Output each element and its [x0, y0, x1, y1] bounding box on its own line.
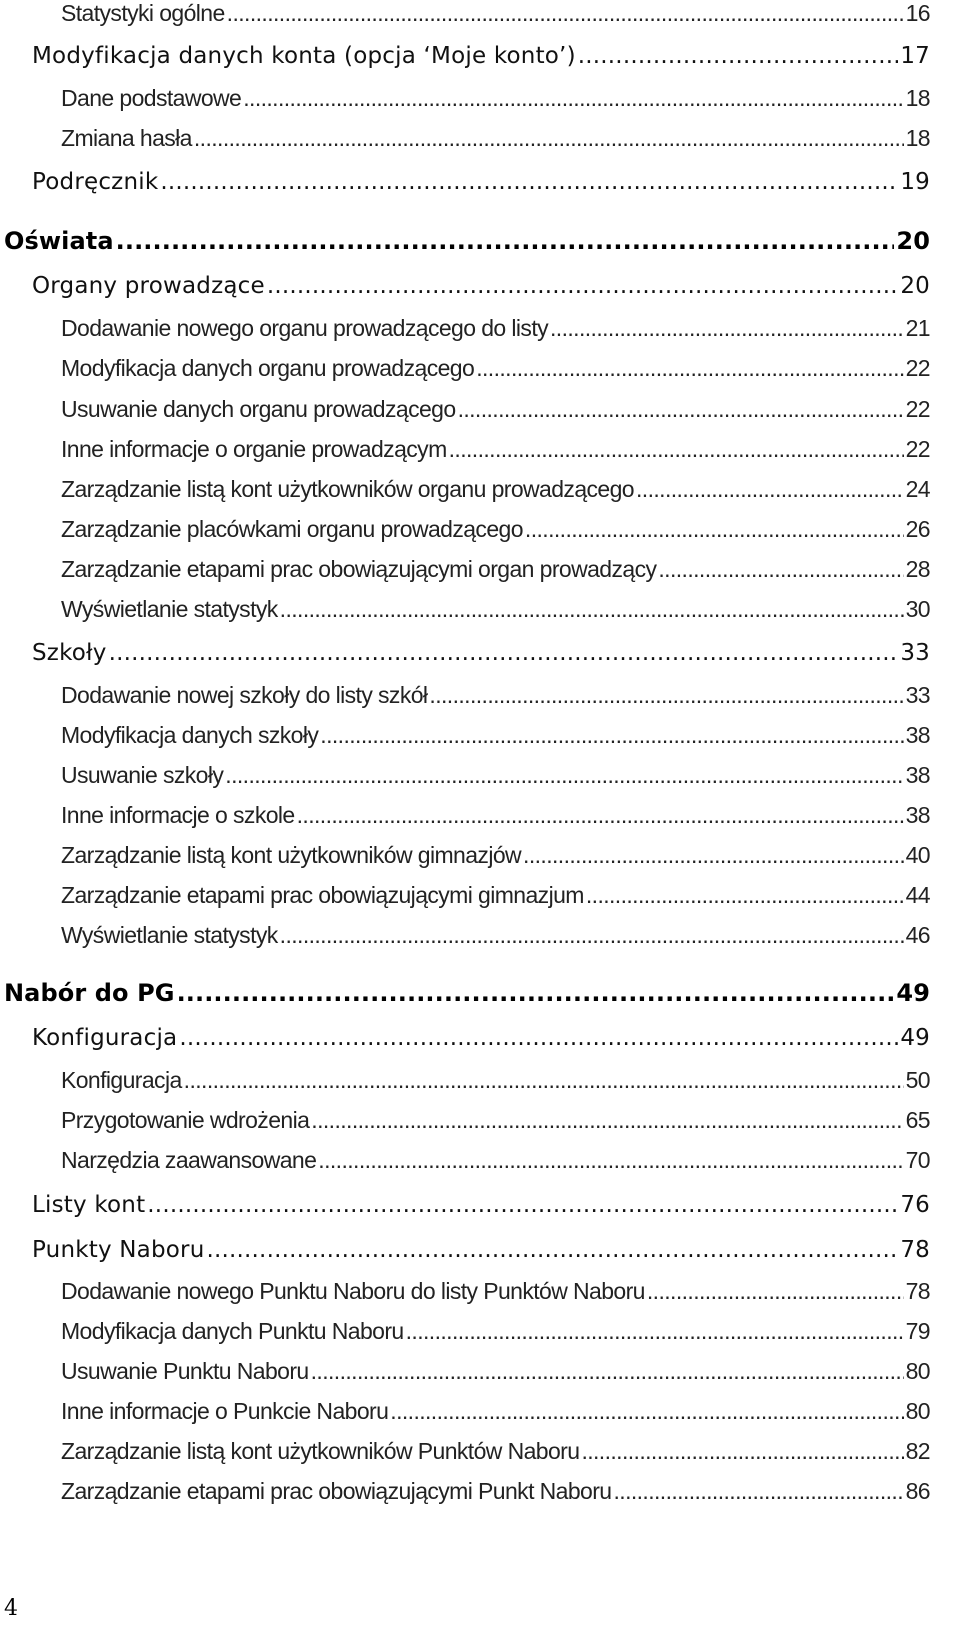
toc-entry-title: Inne informacje o Punkcie Naboru [61, 1398, 389, 1424]
toc-entry[interactable] [32, 1025, 930, 1051]
toc-dot-leader [390, 1398, 903, 1425]
toc-dot-leader [280, 596, 904, 623]
toc-entry-title: Modyfikacja danych organu prowadzącego [61, 355, 475, 381]
toc-entry-title: Zarządzanie etapami prac obowiązującymi Punkt Naboru [61, 1478, 612, 1504]
toc-entry-page: 21 [905, 315, 930, 341]
toc-entry-page: 70 [905, 1147, 930, 1173]
toc-entry-title: Punkty Naboru [32, 1237, 205, 1263]
toc-dot-leader [320, 722, 903, 749]
toc-entry-title: Listy kont [32, 1192, 146, 1218]
toc-entry-page: 65 [905, 1107, 930, 1133]
toc-entry-title: Dodawanie nowego organu prowadzącego do listy [61, 315, 549, 341]
toc-entry-page: 40 [905, 842, 930, 868]
toc-entry[interactable] [61, 1358, 930, 1385]
toc-entry-page: 76 [900, 1192, 930, 1218]
toc-dot-leader [280, 922, 904, 949]
toc-entry-title: Wyświetlanie statystyk [61, 596, 278, 622]
toc-entry[interactable] [4, 227, 930, 255]
toc-entry-title: Zarządzanie etapami prac obowiązującymi gimnazjum [61, 882, 584, 908]
toc-entry[interactable] [61, 85, 930, 112]
toc-entry-page: 79 [905, 1318, 930, 1344]
toc-entry-title: Statystyki ogólne [61, 0, 225, 26]
toc-entry[interactable] [61, 315, 930, 342]
toc-dot-leader [647, 1278, 904, 1305]
toc-entry[interactable] [61, 556, 930, 583]
toc-entry[interactable] [61, 922, 930, 949]
toc-entry[interactable] [61, 0, 930, 27]
toc-entry-title: Wyświetlanie statystyk [61, 922, 278, 948]
toc-entry-title: Podręcznik [32, 169, 159, 195]
toc-dot-leader [194, 125, 904, 152]
toc-entry[interactable] [61, 882, 930, 909]
toc-dot-leader [636, 476, 904, 503]
toc-entry-title: Konfiguracja [61, 1067, 182, 1093]
toc-entry-page: 22 [905, 436, 930, 462]
toc-entry[interactable] [32, 43, 930, 69]
toc-dot-leader [206, 1237, 898, 1263]
page-number: 4 [4, 1596, 18, 1621]
toc-entry-page: 38 [905, 802, 930, 828]
toc-entry[interactable] [61, 355, 930, 382]
toc-dot-leader [227, 0, 904, 27]
toc-dot-leader [550, 315, 904, 342]
toc-dot-leader [267, 273, 898, 299]
toc-entry-page: 18 [905, 85, 930, 111]
toc-entry-title: Modyfikacja danych konta (opcja ‘Moje konto’) [32, 43, 576, 69]
toc-entry-page: 20 [900, 273, 930, 299]
toc-entry-title: Przygotowanie wdrożenia [61, 1107, 310, 1133]
toc-dot-leader [297, 802, 904, 829]
toc-entry-page: 24 [905, 476, 930, 502]
toc-dot-leader [184, 1067, 904, 1094]
toc-dot-leader [586, 882, 904, 909]
toc-entry-title: Konfiguracja [32, 1025, 178, 1051]
toc-entry[interactable] [61, 396, 930, 423]
toc-entry-page: 26 [905, 516, 930, 542]
toc-entry-page: 30 [905, 596, 930, 622]
toc-dot-leader [243, 85, 903, 112]
toc-entry[interactable] [61, 722, 930, 749]
toc-dot-leader [311, 1107, 903, 1134]
toc-dot-leader [581, 1438, 903, 1465]
toc-entry-page: 49 [896, 979, 930, 1007]
toc-entry-page: 22 [905, 396, 930, 422]
toc-entry-page: 38 [905, 762, 930, 788]
toc-entry-title: Nabór do PG [4, 979, 175, 1007]
toc-entry-title: Zarządzanie listą kont użytkowników organu prowadzącego [61, 476, 634, 502]
toc-dot-leader [458, 396, 904, 423]
toc-entry[interactable] [61, 1438, 930, 1465]
toc-entry-title: Dane podstawowe [61, 85, 242, 111]
toc-dot-leader [225, 762, 903, 789]
toc-entry[interactable] [61, 1478, 930, 1505]
toc-dot-leader [147, 1192, 898, 1218]
toc-entry[interactable] [61, 1107, 930, 1134]
toc-entry-title: Dodawanie nowej szkoły do listy szkół [61, 682, 428, 708]
toc-dot-leader [179, 1025, 898, 1051]
toc-entry-page: 17 [900, 43, 930, 69]
toc-entry[interactable] [61, 682, 930, 709]
toc-entry-page: 33 [900, 640, 930, 666]
toc-entry[interactable] [32, 640, 930, 666]
toc-entry-title: Zarządzanie etapami prac obowiązującymi organ prowadzący [61, 556, 657, 582]
toc-entry-title: Usuwanie szkoły [61, 762, 224, 788]
toc-entry-page: 20 [896, 227, 930, 255]
toc-dot-leader [449, 436, 904, 463]
toc-entry-page: 86 [905, 1478, 930, 1504]
toc-entry-page: 46 [905, 922, 930, 948]
toc-entry-page: 80 [905, 1358, 930, 1384]
toc-entry[interactable] [61, 436, 930, 463]
toc-entry[interactable] [61, 1398, 930, 1425]
toc-entry-title: Usuwanie Punktu Naboru [61, 1358, 309, 1384]
toc-dot-leader [116, 227, 895, 255]
toc-entry-page: 16 [905, 0, 930, 26]
toc-entry-title: Narzędzia zaawansowane [61, 1147, 317, 1173]
toc-entry-page: 44 [905, 882, 930, 908]
toc-entry-page: 49 [900, 1025, 930, 1051]
toc-entry[interactable] [61, 125, 930, 152]
toc-entry-title: Dodawanie nowego Punktu Naboru do listy Punktów Naboru [61, 1278, 645, 1304]
toc-entry[interactable] [61, 762, 930, 789]
toc-entry-page: 38 [905, 722, 930, 748]
toc-dot-leader [406, 1318, 904, 1345]
toc-dot-leader [318, 1147, 903, 1174]
toc-entry-title: Zarządzanie listą kont użytkowników Punktów Naboru [61, 1438, 580, 1464]
toc-entry-page: 33 [905, 682, 930, 708]
toc-entry-page: 18 [905, 125, 930, 151]
toc-entry-title: Usuwanie danych organu prowadzącego [61, 396, 456, 422]
toc-entry[interactable] [4, 979, 930, 1007]
toc-entry[interactable] [61, 596, 930, 623]
toc-entry[interactable] [61, 476, 930, 503]
toc-entry-title: Modyfikacja danych szkoły [61, 722, 319, 748]
toc-entry-title: Szkoły [32, 640, 107, 666]
toc-entry[interactable] [32, 1192, 930, 1218]
toc-entry-page: 78 [905, 1278, 930, 1304]
toc-entry-title: Zmiana hasła [61, 125, 192, 151]
toc-entry-page: 82 [905, 1438, 930, 1464]
toc-dot-leader [525, 516, 904, 543]
toc-entry-page: 80 [905, 1398, 930, 1424]
toc-entry[interactable] [32, 169, 930, 195]
toc-entry-page: 22 [905, 355, 930, 381]
toc-dot-leader [177, 979, 895, 1007]
toc-dot-leader [523, 842, 904, 869]
toc-dot-leader [476, 355, 903, 382]
toc-dot-leader [613, 1478, 903, 1505]
toc-entry[interactable] [61, 1147, 930, 1174]
toc-entry[interactable] [61, 802, 930, 829]
toc-entry-page: 50 [905, 1067, 930, 1093]
toc-entry[interactable] [61, 516, 930, 543]
toc-dot-leader [109, 640, 899, 666]
toc-entry-title: Oświata [4, 227, 114, 255]
toc-entry-title: Zarządzanie placówkami organu prowadzącego [61, 516, 523, 542]
toc-entry-title: Modyfikacja danych Punktu Naboru [61, 1318, 404, 1344]
toc-dot-leader [658, 556, 903, 583]
toc-entry-title: Organy prowadzące [32, 273, 265, 299]
toc-dot-leader [578, 43, 899, 69]
toc-entry[interactable] [61, 842, 930, 869]
toc-entry-page: 19 [900, 169, 930, 195]
toc-dot-leader [311, 1358, 904, 1385]
toc-entry[interactable] [32, 1237, 930, 1263]
toc-dot-leader [429, 682, 903, 709]
toc-entry-title: Inne informacje o szkole [61, 802, 295, 828]
toc-entry[interactable] [61, 1318, 930, 1345]
toc-entry-title: Zarządzanie listą kont użytkowników gimnazjów [61, 842, 522, 868]
toc-entry-page: 78 [900, 1237, 930, 1263]
toc-entry[interactable] [61, 1067, 930, 1094]
toc-dot-leader [160, 169, 898, 195]
toc-entry-page: 28 [905, 556, 930, 582]
toc-entry-title: Inne informacje o organie prowadzącym [61, 436, 447, 462]
toc-entry[interactable] [61, 1278, 930, 1305]
toc-entry[interactable] [32, 273, 930, 299]
